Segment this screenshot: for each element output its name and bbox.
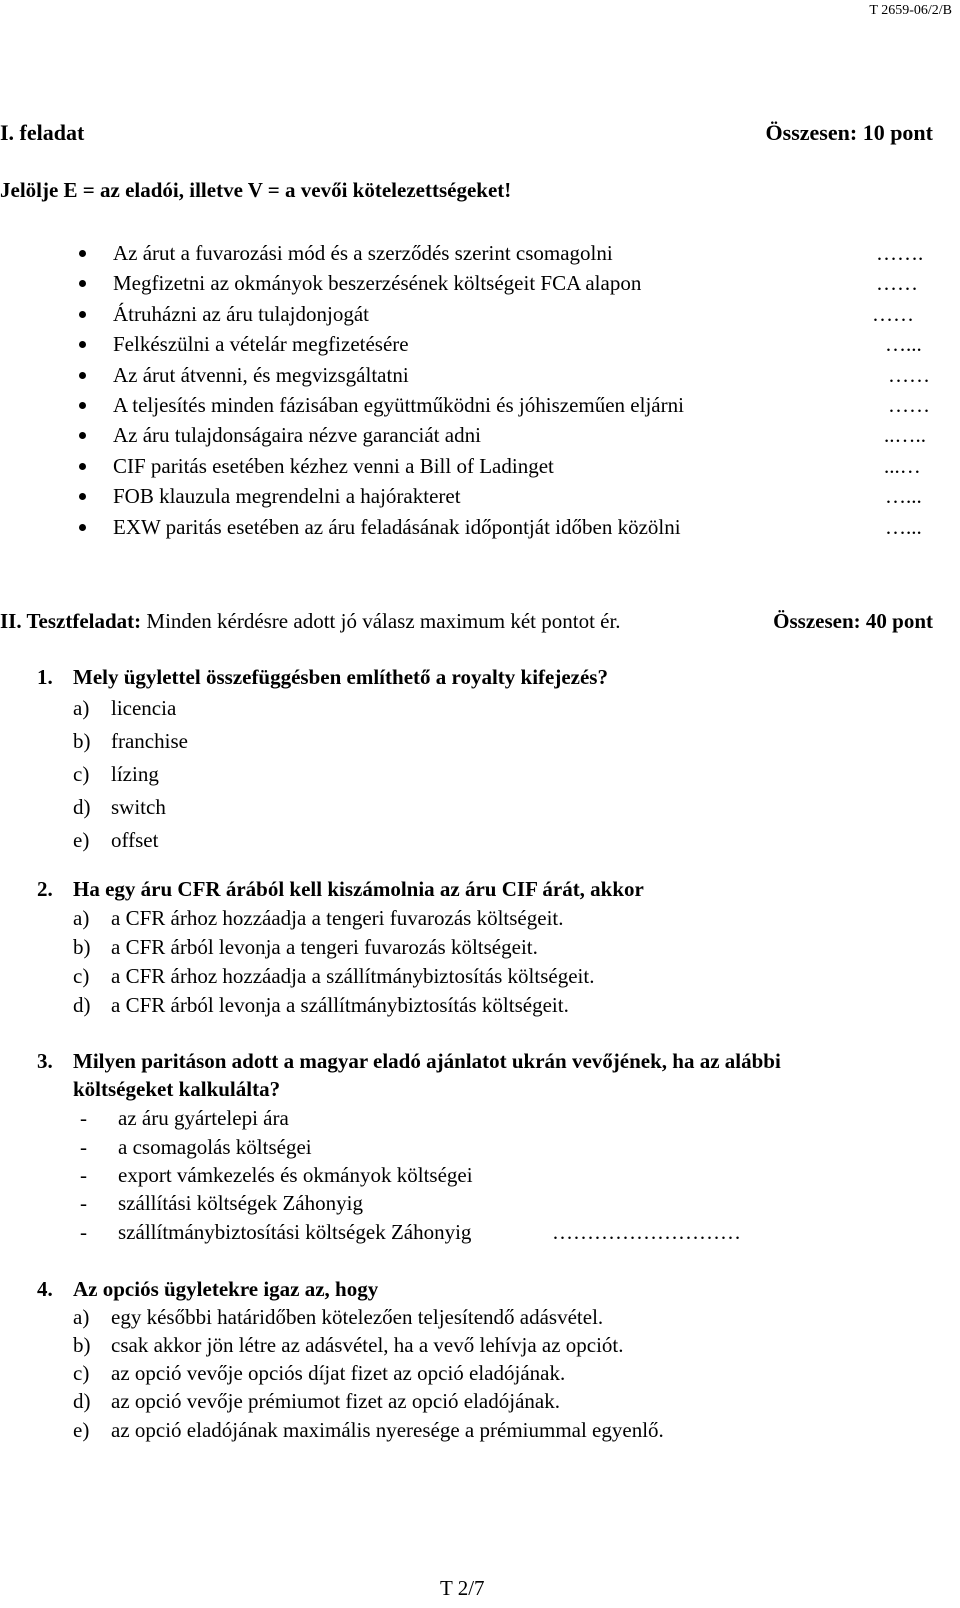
bullet-icon xyxy=(79,402,86,409)
question-4: 4. Az opciós ügyletekre igaz az, hogy xyxy=(37,1277,379,1301)
list-item: Az áru tulajdonságaira nézve garanciát adni ..….. xyxy=(79,422,957,452)
list-item: A teljesítés minden fázisában együttműködni és jóhiszeműen eljárni …… xyxy=(79,392,957,422)
bullet-icon xyxy=(79,493,86,500)
list-item: Az árut átvenni, és megvizsgáltatni …… xyxy=(79,362,957,392)
list-item: FOB klauzula megrendelni a hajórakteret …... xyxy=(79,483,957,513)
q1-option-e[interactable]: e) offset xyxy=(73,828,159,852)
q4-option-e[interactable]: e) az opció eladójának maximális nyeresége a prémiummal egyenlő. xyxy=(73,1418,664,1442)
list-item: CIF paritás esetében kézhez venni a Bill of Ladinget ...… xyxy=(79,453,957,483)
q4-option-a[interactable]: a) egy későbbi határidőben kötelezően teljesítendő adásvétel. xyxy=(73,1305,604,1329)
section1-instruction: Jelölje E = az eladói, illetve V = a vevői kötelezettségeket! xyxy=(0,178,512,202)
section1-title: I. feladat xyxy=(0,120,85,145)
answer-blank[interactable]: …… xyxy=(888,392,930,417)
list-item: EXW paritás esetében az áru feladásának időpontját időben közölni …... xyxy=(79,514,957,544)
cost-item: - export vámkezelés és okmányok költségei xyxy=(80,1163,473,1187)
cost-item: - a csomagolás költségei xyxy=(80,1135,312,1159)
cost-item: - az áru gyártelepi ára xyxy=(80,1106,289,1130)
answer-blank[interactable]: ..….. xyxy=(884,423,926,448)
answer-blank[interactable]: …… xyxy=(888,362,930,387)
q2-option-c[interactable]: c) a CFR árhoz hozzáadja a szállítmánybiztosítás költségeit. xyxy=(73,964,595,988)
q1-option-a[interactable]: a) licencia xyxy=(73,696,177,720)
list-item: Felkészülni a vételár megfizetésére …... xyxy=(79,331,957,361)
bullet-icon xyxy=(79,311,86,318)
bullet-icon xyxy=(79,280,86,287)
bullet-icon xyxy=(79,463,86,470)
question-1: 1. Mely ügylettel összefüggésben említhető a royalty kifejezés? xyxy=(37,665,608,689)
bullet-icon xyxy=(79,432,86,439)
q4-option-c[interactable]: c) az opció vevője opciós díjat fizet az opció eladójának. xyxy=(73,1361,566,1385)
bullet-icon xyxy=(79,524,86,531)
q2-option-b[interactable]: b) a CFR árból levonja a tengeri fuvarozás költségeit. xyxy=(73,935,538,959)
section1-points: Összesen: 10 pont xyxy=(765,120,933,145)
bullet-icon xyxy=(79,250,86,257)
answer-blank[interactable]: …... xyxy=(885,484,922,509)
answer-blank[interactable]: …… xyxy=(876,271,918,296)
question-3: 3. Milyen paritáson adott a magyar eladó ajánlatot ukrán vevőjének, ha az alábbi xyxy=(37,1049,781,1073)
answer-blank[interactable]: …... xyxy=(885,514,922,539)
obligation-list xyxy=(79,240,957,544)
answer-blank[interactable]: ……. xyxy=(876,241,924,265)
bullet-icon xyxy=(79,372,86,379)
answer-blank[interactable]: …... xyxy=(885,332,922,357)
q3-answer-blank[interactable]: ……………………… xyxy=(552,1220,741,1244)
list-item: Megfizetni az okmányok beszerzésének költségeit FCA alapon …… xyxy=(79,270,957,300)
q2-option-a[interactable]: a) a CFR árhoz hozzáadja a tengeri fuvarozás költségeit. xyxy=(73,906,564,930)
question-2: 2. Ha egy áru CFR árából kell kiszámolnia az áru CIF árát, akkor xyxy=(37,877,644,901)
list-item: Az árut a fuvarozási mód és a szerződés szerint csomagolni ……. xyxy=(79,240,957,270)
document-code: T 2659-06/2/B xyxy=(869,3,952,18)
bullet-icon xyxy=(79,341,86,348)
cost-item: - szállítmánybiztosítási költségek Záhonyig xyxy=(80,1220,472,1244)
section2-points: Összesen: 40 pont xyxy=(773,609,933,633)
answer-blank[interactable]: ...… xyxy=(884,453,921,478)
cost-item: - szállítási költségek Záhonyig xyxy=(80,1191,363,1215)
q1-option-b[interactable]: b) franchise xyxy=(73,729,188,753)
q2-option-d[interactable]: d) a CFR árból levonja a szállítmánybiztosítás költségeit. xyxy=(73,993,569,1017)
q1-option-c[interactable]: c) lízing xyxy=(73,762,159,786)
section2-title: II. Tesztfeladat: Minden kérdésre adott jó válasz maximum két pontot ér. xyxy=(0,609,621,633)
question-3-continued: költségeket kalkulálta? xyxy=(73,1077,281,1101)
q4-option-d[interactable]: d) az opció vevője prémiumot fizet az opció eladójának. xyxy=(73,1389,560,1413)
q1-option-d[interactable]: d) switch xyxy=(73,795,166,819)
q4-option-b[interactable]: b) csak akkor jön létre az adásvétel, ha a vevő lehívja az opciót. xyxy=(73,1333,624,1357)
list-item: Átruházni az áru tulajdonjogát …… xyxy=(79,301,957,331)
answer-blank[interactable]: …… xyxy=(872,301,914,326)
page-number: T 2/7 xyxy=(440,1576,485,1600)
